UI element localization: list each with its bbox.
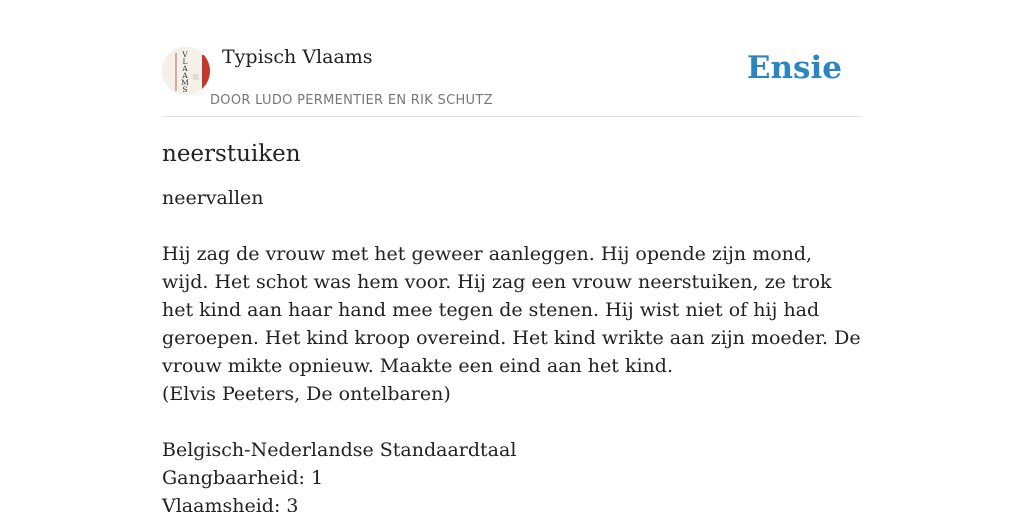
book-cover-icon: [162, 47, 210, 95]
entry-headword: neerstuiken: [162, 141, 301, 167]
entry-frequency: Gangbaarheid: 1: [162, 467, 324, 489]
entry-example-source: (Elvis Peeters, De ontelbaren): [162, 383, 451, 405]
ensie-logo[interactable]: Ensie: [746, 50, 842, 86]
entry-flemishness: Vlaamsheid: 3: [162, 495, 299, 512]
entry-content: [162, 136, 862, 512]
dictionary-logo[interactable]: [162, 47, 210, 95]
entry-definition: neervallen: [162, 187, 264, 209]
dictionary-title[interactable]: Typisch Vlaams: [222, 46, 373, 68]
dictionary-header: [162, 40, 862, 117]
svg-text:VLAAMS: V L A A M S: [181, 50, 189, 94]
entry-metadata: [162, 436, 862, 512]
entry-register: Belgisch-Nederlandse Standaardtaal: [162, 439, 517, 461]
entry-example-quote: Hij zag de vrouw met het geweer aanleggen. Hij opende zijn mond, wijd. Het schot was hem voor. Hij zag een vrouw neerstuiken, ze trok het kind aan haar hand mee tegen de stenen. Hij wist niet of hij had geroepen. Het kind kroop overeind. Het kind wrikte aan zijn moeder. De vrouw mikte opnieuw. Maakte een eind aan het kind.: [162, 243, 861, 377]
dictionary-authors: DOOR LUDO PERMENTIER EN RIK SCHUTZ: [210, 93, 493, 108]
